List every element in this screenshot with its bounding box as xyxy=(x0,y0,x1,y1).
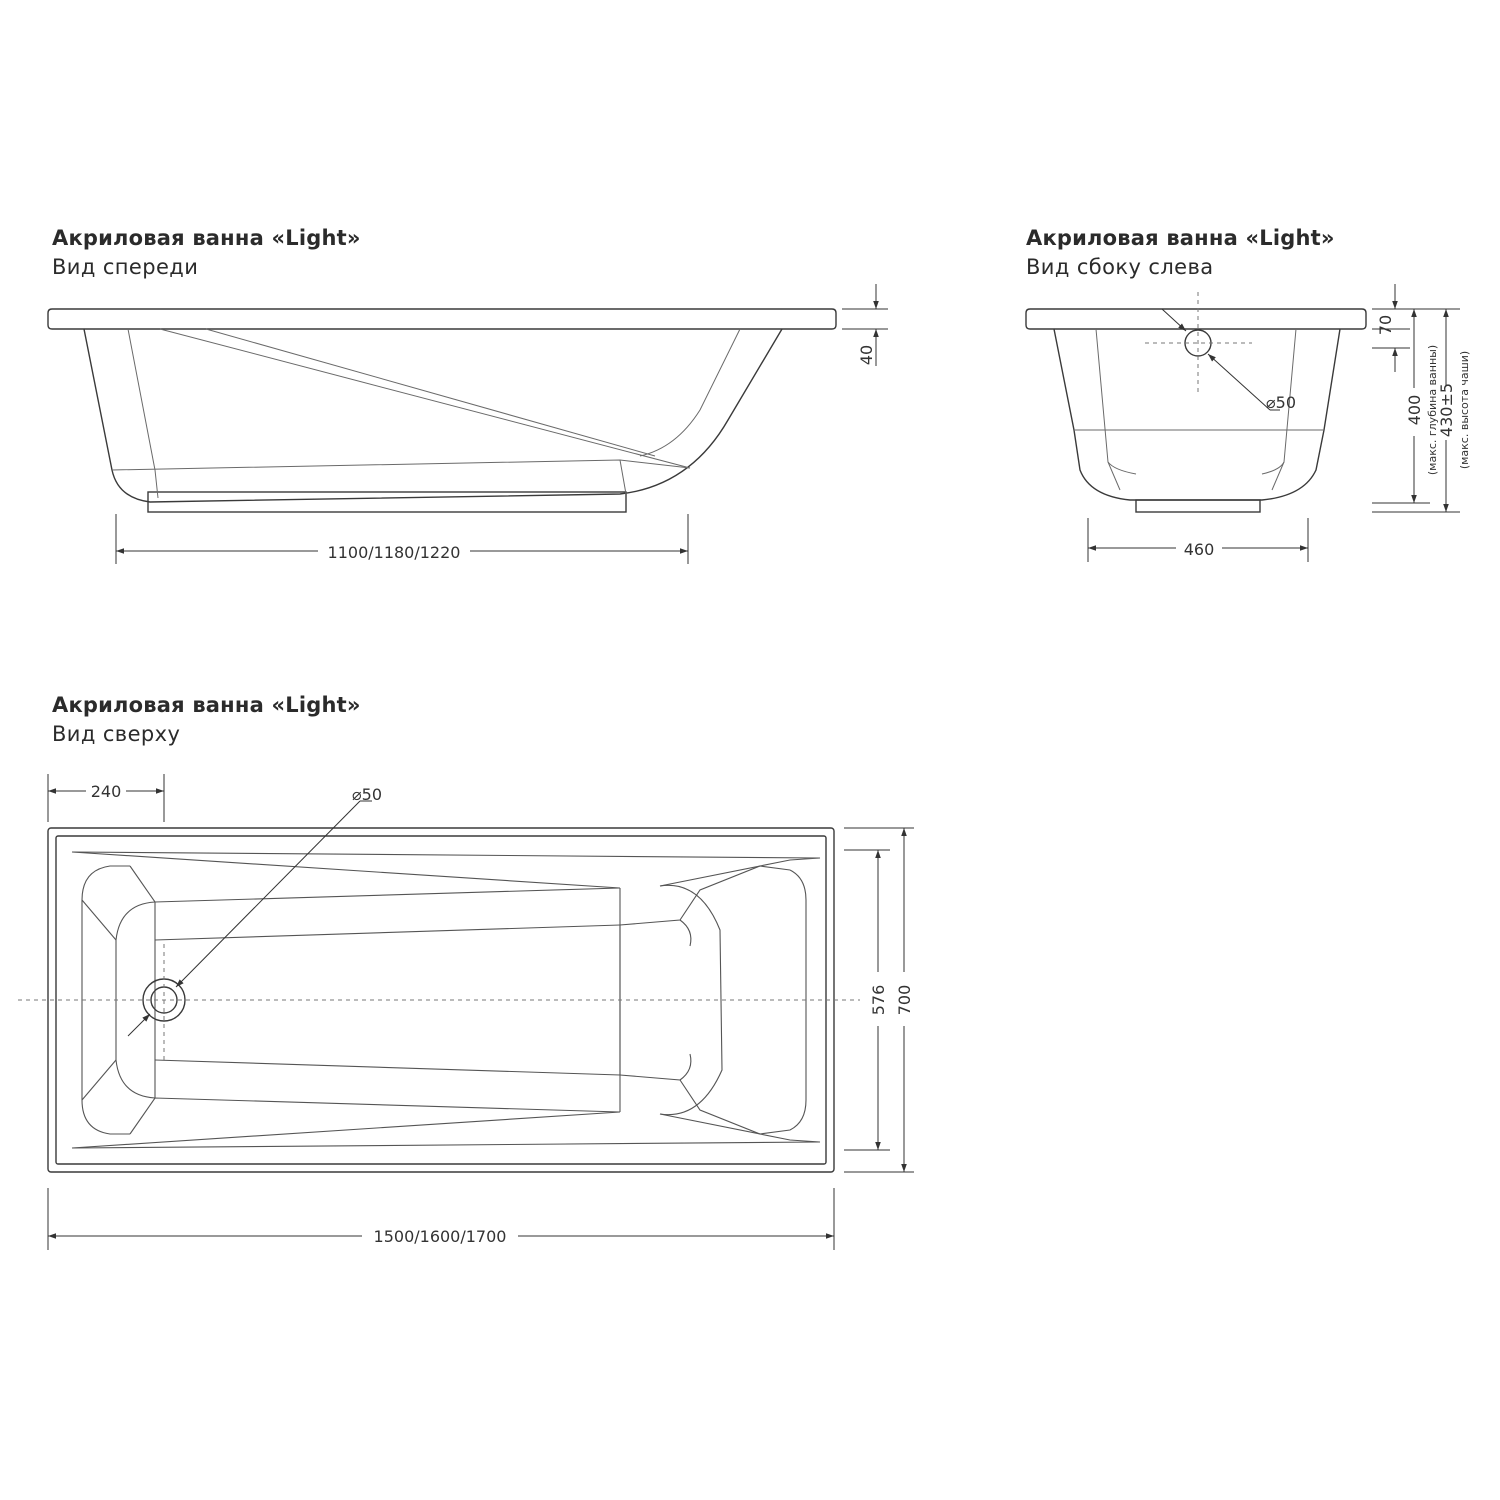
front-view-subtitle: Вид спереди xyxy=(52,255,199,279)
side-height-note: (макс. высота чаши) xyxy=(1458,350,1471,470)
side-view-drawing xyxy=(1026,292,1366,512)
side-depth-label: 400 xyxy=(1405,394,1424,426)
front-view-drawing xyxy=(48,309,836,512)
top-view-drawing xyxy=(18,828,860,1172)
side-view-title: Акриловая ванна «Light» xyxy=(1026,226,1335,250)
side-rim-label: 70 xyxy=(1376,314,1395,336)
side-depth-note: (макс. глубина ванны) xyxy=(1426,344,1439,476)
side-view-subtitle: Вид сбоку слева xyxy=(1026,255,1214,279)
side-overflow-label: ⌀50 xyxy=(1266,393,1296,412)
top-length-label: 1500/1600/1700 xyxy=(373,1227,507,1246)
front-dims xyxy=(116,284,888,564)
top-outer-width-label: 700 xyxy=(895,984,914,1016)
front-length-label: 1100/1180/1220 xyxy=(327,543,461,562)
front-rim xyxy=(48,309,836,329)
top-inner-width-label: 576 xyxy=(869,984,888,1016)
front-view-title: Акриловая ванна «Light» xyxy=(52,226,361,250)
top-view-subtitle: Вид сверху xyxy=(52,722,181,746)
side-rim xyxy=(1026,309,1366,329)
front-rim-label: 40 xyxy=(857,344,876,366)
front-bowl-outline xyxy=(84,329,782,502)
top-drain-offset-label: 240 xyxy=(90,782,122,801)
side-width-label: 460 xyxy=(1183,540,1215,559)
top-view-title: Акриловая ванна «Light» xyxy=(52,693,361,717)
top-dims xyxy=(48,774,914,1250)
side-height-label: 430±5 xyxy=(1437,382,1456,438)
top-drain-label: ⌀50 xyxy=(352,785,382,804)
side-base xyxy=(1136,500,1260,512)
side-bowl-outline xyxy=(1054,329,1340,500)
